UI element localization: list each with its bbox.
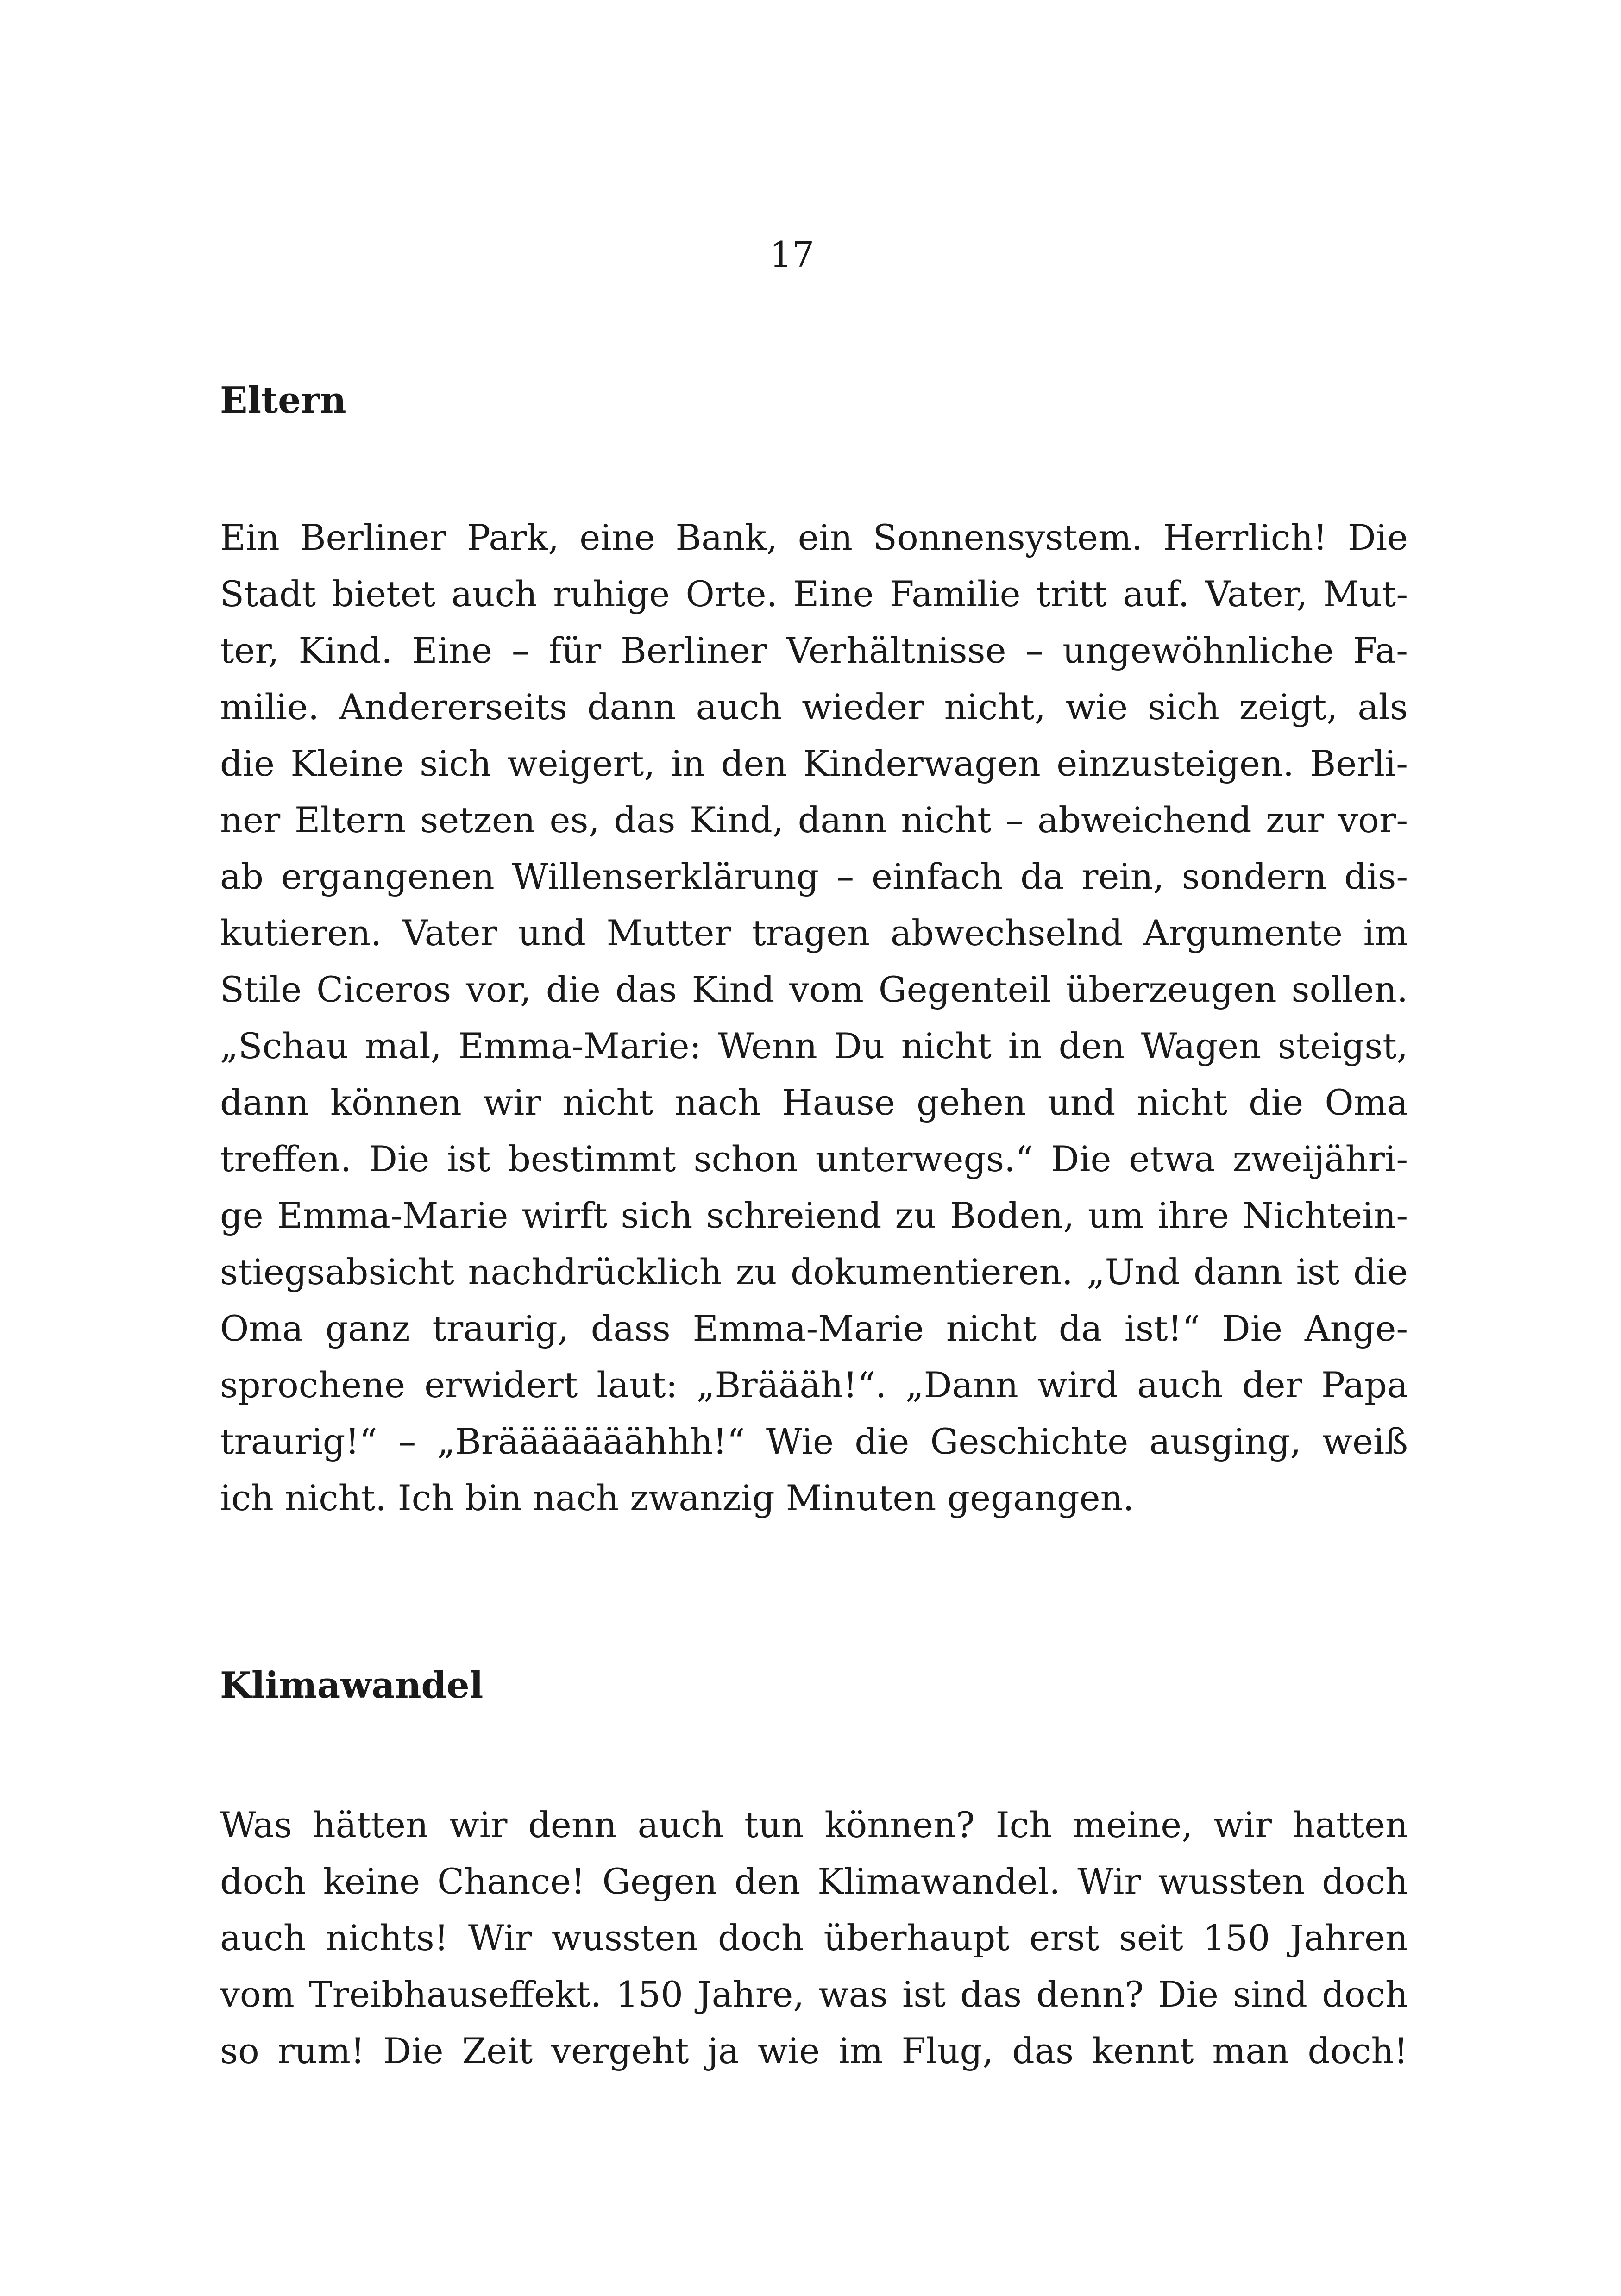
text-line: ter, Kind. Eine – für Berliner Verhältnisse – ungewöhnliche Fa- <box>220 630 1408 671</box>
section-title-klimawandel: Klimawandel <box>220 1664 484 1706</box>
text-line: treffen. Die ist bestimmt schon unterwegs.“ Die etwa zweijähri- <box>220 1138 1408 1179</box>
text-line: traurig!“ – „Brääääääähhh!“ Wie die Geschichte ausging, weiß <box>220 1421 1408 1462</box>
text-line: sprochene erwidert laut: „Bräääh!“. „Dann wird auch der Papa <box>220 1364 1408 1405</box>
text-line: Was hätten wir denn auch tun können? Ich meine, wir hatten <box>220 1804 1408 1845</box>
text-line: Stadt bietet auch ruhige Orte. Eine Familie tritt auf. Vater, Mut- <box>220 573 1408 615</box>
section-text-eltern <box>220 509 1408 1526</box>
text-line: ge Emma-Marie wirft sich schreiend zu Boden, um ihre Nichtein- <box>220 1195 1408 1236</box>
text-line: stiegsabsicht nachdrücklich zu dokumentieren. „Und dann ist die <box>220 1251 1408 1292</box>
text-line: vom Treibhauseffekt. 150 Jahre, was ist das denn? Die sind doch <box>220 1974 1408 2015</box>
text-line: Stile Ciceros vor, die das Kind vom Gegenteil überzeugen sollen. <box>220 969 1408 1010</box>
text-line: Oma ganz traurig, dass Emma-Marie nicht da ist!“ Die Ange- <box>220 1308 1408 1349</box>
text-line: „Schau mal, Emma-Marie: Wenn Du nicht in den Wagen steigst, <box>220 1025 1408 1066</box>
text-line: ich nicht. Ich bin nach zwanzig Minuten gegangen. <box>220 1477 1134 1518</box>
text-line: dann können wir nicht nach Hause gehen und nicht die Oma <box>220 1082 1408 1123</box>
text-line: ner Eltern setzen es, das Kind, dann nicht – abweichend zur vor- <box>220 799 1408 841</box>
text-line: doch keine Chance! Gegen den Klimawandel. Wir wussten doch <box>220 1861 1408 1902</box>
text-line: milie. Andererseits dann auch wieder nicht, wie sich zeigt, als <box>220 686 1408 728</box>
section-title-eltern: Eltern <box>220 379 346 421</box>
text-line: ab ergangenen Willenserklärung – einfach da rein, sondern dis- <box>220 856 1408 897</box>
text-line: die Kleine sich weigert, in den Kinderwagen einzusteigen. Berli- <box>220 743 1408 784</box>
page-number: 17 <box>769 234 815 275</box>
section-text-klimawandel <box>220 1797 1408 2079</box>
text-line: auch nichts! Wir wussten doch überhaupt erst seit 150 Jahren <box>220 1917 1408 1958</box>
text-line: Ein Berliner Park, eine Bank, ein Sonnensystem. Herrlich! Die <box>220 517 1408 558</box>
text-line: kutieren. Vater und Mutter tragen abwechselnd Argumente im <box>220 912 1408 954</box>
text-line: so rum! Die Zeit vergeht ja wie im Flug, das kennt man doch! <box>220 2030 1408 2071</box>
